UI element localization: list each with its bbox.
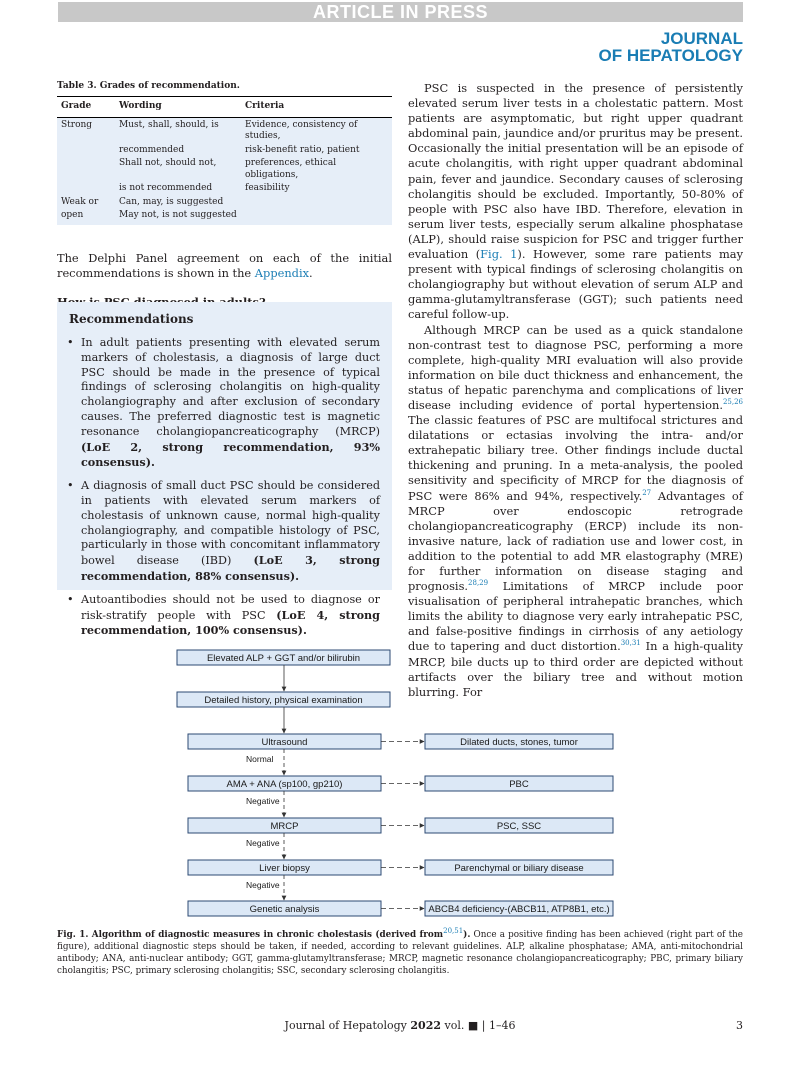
recommendation-item: • A diagnosis of small duct PSC should be considered in patients with elevated serum markers of cholestasis of unknown cause, normal high-quality cholangiography, and compatible histology of PSC, particularly in those with concomitant inflammatory bowel disease (IBD) (LoE 3, strong recommendation, 88% consensus). bbox=[67, 479, 380, 583]
table-title: Table 3. Grades of recommendation. bbox=[57, 81, 240, 91]
cell-criteria: feasibility bbox=[241, 181, 392, 195]
cell-criteria bbox=[241, 195, 392, 209]
flow-edge-label: Negative bbox=[246, 880, 280, 890]
cell-grade bbox=[57, 143, 115, 157]
flow-right-result-label: ABCB4 deficiency-(ABCB11, ATP8B1, etc.) bbox=[428, 904, 610, 915]
recommendations-list bbox=[67, 336, 380, 647]
bullet-icon: • bbox=[67, 336, 74, 349]
flow-left-step-label: AMA + ANA (sp100, gp210) bbox=[226, 779, 343, 790]
table-row bbox=[57, 117, 392, 143]
ref-28-29[interactable]: 28,29 bbox=[468, 579, 489, 588]
table-row bbox=[57, 181, 392, 195]
cell-criteria: Evidence, consistency of studies, bbox=[241, 117, 392, 143]
paragraph-mrcp: Although MRCP can be used as a quick standalone non-contrast test to diagnose PSC, performing a more complete, high-quality MRI evaluation will also provide information on bile duct thickness and enhancement, the status of hepatic parenchyma and complications of liver disease including evidence of portal hypertension.$^{25,26}$ The classic features of PSC are multifocal strictures and dilatations or ectasias involving the intra- and/or extrahepatic biliary tree. Other findings include ductal thickening and pruning. In a meta-analysis, the pooled sensitivity and specificity of MRCP for the diagnosis of PSC were 86% and 94%, respectively.$^{27}$ Advantages of MRCP over endoscopic retrograde cholangiopancreaticography (ERCP) include its non-invasive nature, lack of radiation use and lower cost, in addition to the potential to add MR elastography (MRE) for further information on disease staging and prognosis.$^{28,29}$ Limitations of MRCP include poor visualisation of peripheral intrahepatic branches, which limits the ability to diagnose very early intrahepatic PSC, and false-positive findings in cirrhosis of any aetiology due to tapering and duct distortion.$^{30,31}$ In a high-quality MRCP, bile ducts up to third order are depicted without artifacts over the biliary tree and without motion blurring. For bbox=[408, 322, 743, 699]
bullet-icon: • bbox=[67, 479, 74, 493]
flow-right-result-label: PSC, SSC bbox=[496, 821, 542, 832]
recommendations-box bbox=[57, 302, 392, 638]
appendix-link[interactable]: Appendix bbox=[254, 265, 310, 280]
figure-caption: Fig. 1. Algorithm of diagnostic measures in chronic cholestasis (derived from$^{20,51}$). Once a positive finding has been achieved (right part of the figure), additional diagnostic steps should be taken, if needed, according to relevant guidelines. ALP, alkaline phosphatase; AMA, anti-mitochondrial antibody; ANA, anti-nuclear antibody; GGT, gamma-glutamyltransferase; MRCP, magnetic resonance cholangiopancreaticography; PBC, primary biliary cholangitis; PSC, primary sclerosing cholangitis; SSC, secondary sclerosing cholangitis. bbox=[57, 927, 743, 976]
flow-right-result-label: PBC bbox=[509, 779, 529, 790]
bullet-icon: • bbox=[67, 592, 74, 606]
journal-logo-line2: OF HEPATOLOGY bbox=[598, 46, 743, 65]
table-row bbox=[57, 195, 392, 209]
journal-logo bbox=[598, 30, 743, 64]
ref-27[interactable]: 27 bbox=[642, 488, 652, 497]
delphi-paragraph: The Delphi Panel agreement on each of the initial recommendations is shown in the Appendix. bbox=[57, 250, 392, 280]
header-wording: Wording bbox=[115, 97, 241, 118]
cell-criteria: preferences, ethical obligations, bbox=[241, 156, 392, 181]
fig1-link[interactable]: Fig. 1 bbox=[480, 247, 518, 262]
cell-wording: Shall not, should not, bbox=[115, 156, 241, 181]
flow-right-result-label: Parenchymal or biliary disease bbox=[454, 863, 584, 874]
flow-edge-label: Negative bbox=[246, 838, 280, 848]
flow-history-exam-label: Detailed history, physical examination bbox=[204, 695, 363, 706]
flow-right-result-label: Dilated ducts, stones, tumor bbox=[460, 737, 578, 748]
ref-25-26[interactable]: 25,26 bbox=[722, 398, 743, 407]
recommendation-item: • In adult patients presenting with elevated serum markers of cholestasis, a diagnosis of large duct PSC should be made in the presence of typical findings of sclerosing cholangitis on high-quality cholangiography and after exclusion of secondary causes. The preferred diagnostic test is magnetic resonance cholangiopancreaticography (MRCP) (LoE 2, strong recommendation, 93% consensus). bbox=[67, 336, 380, 470]
flow-edge-label: Negative bbox=[246, 796, 280, 806]
cell-criteria bbox=[241, 208, 392, 225]
table-row bbox=[57, 143, 392, 157]
recommendations-title: Recommendations bbox=[69, 312, 194, 326]
cell-criteria: risk-benefit ratio, patient bbox=[241, 143, 392, 157]
flow-edge-label: Normal bbox=[246, 754, 274, 764]
ref-30-31[interactable]: 30,31 bbox=[620, 639, 641, 648]
cell-wording: Must, shall, should, is bbox=[115, 117, 241, 143]
table-row bbox=[57, 156, 392, 181]
page-number: 3 bbox=[736, 1019, 743, 1032]
header-grade: Grade bbox=[57, 97, 115, 118]
grades-table bbox=[57, 96, 392, 225]
cell-grade: open bbox=[57, 208, 115, 225]
footer-citation: Journal of Hepatology 2022 vol. ■ | 1–46 bbox=[284, 1019, 516, 1032]
cell-grade: Weak or bbox=[57, 195, 115, 209]
right-column bbox=[408, 81, 743, 700]
cell-grade bbox=[57, 181, 115, 195]
ref-20-51[interactable]: 20,51 bbox=[443, 927, 464, 936]
cell-grade: Strong bbox=[57, 117, 115, 143]
flow-left-step-label: Ultrasound bbox=[261, 737, 308, 748]
left-column bbox=[57, 81, 392, 309]
cell-wording: recommended bbox=[115, 143, 241, 157]
paragraph-psc-suspicion: PSC is suspected in the presence of persistently elevated serum liver tests in a cholestatic pattern. Most patients are asymptomatic, but right upper quadrant abdominal pain, jaundice and/or pruritus may be present. Occasionally the initial presentation will be an episode of acute cholangitis, with right upper quadrant abdominal pain, fever and jaundice. Secondary causes of sclerosing cholangitis should be excluded. Importantly, 50-80% of people with PSC also have IBD. Therefore, elevation in serum liver tests, especially serum alkaline phosphatase (ALP), should raise suspicion for PSC and trigger further evaluation (Fig. 1). However, some rare patients may present with typical findings of sclerosing cholangitis on cholangiography but without elevation of serum ALP and gamma-glutamyltransferase (GGT); such patients need careful follow-up. bbox=[408, 81, 744, 322]
table-header-row bbox=[57, 97, 392, 118]
cell-grade bbox=[57, 156, 115, 181]
cell-wording: Can, may, is suggested bbox=[115, 195, 241, 209]
flow-left-step-label: MRCP bbox=[270, 821, 299, 832]
flow-left-step-label: Genetic analysis bbox=[249, 904, 320, 915]
header-criteria: Criteria bbox=[241, 97, 392, 118]
flow-elevated-alp-label: Elevated ALP + GGT and/or bilirubin bbox=[206, 653, 361, 664]
cell-wording: is not recommended bbox=[115, 181, 241, 195]
diagnostic-flowchart bbox=[0, 640, 800, 925]
table-row bbox=[57, 208, 392, 225]
recommendation-item: • Autoantibodies should not be used to diagnose or risk-stratify people with PSC (LoE 4, strong recommendation, 100% consensus). bbox=[67, 592, 381, 638]
article-in-press-banner: ARTICLE IN PRESS bbox=[58, 2, 743, 22]
journal-logo-line1: JOURNAL bbox=[660, 29, 743, 48]
flow-left-step-label: Liver biopsy bbox=[259, 863, 310, 874]
cell-wording: May not, is not suggested bbox=[115, 208, 241, 225]
